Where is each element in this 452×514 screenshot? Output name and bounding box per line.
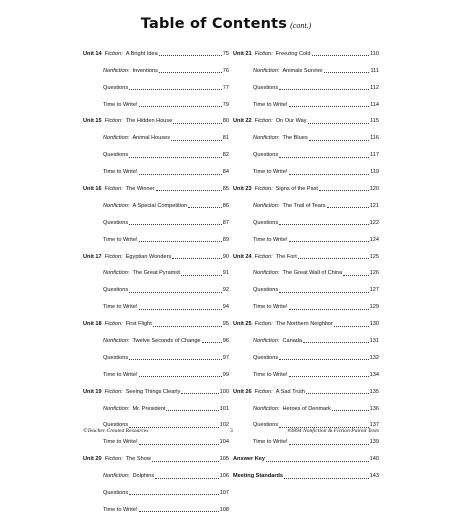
- entry-title: The Hidden House: [125, 118, 173, 125]
- toc-entry: [233, 92, 379, 109]
- toc-entry: [233, 294, 379, 311]
- toc-entry: [233, 75, 379, 92]
- dot-leader: [312, 55, 370, 56]
- page-number: 97: [222, 354, 229, 361]
- entry-title: Inventions: [132, 67, 158, 74]
- title-text: Table of Contents: [140, 16, 288, 32]
- dot-leader: [129, 292, 222, 293]
- genre-label: Nonfiction:: [253, 405, 280, 412]
- entry-title: Time to Write!: [103, 101, 138, 108]
- toc-entry: [233, 176, 379, 193]
- toc-entry: [83, 497, 229, 514]
- entry-title: Egyptian Wonders: [125, 253, 172, 260]
- dot-leader: [159, 55, 222, 56]
- entry-title: The Great Wall of China: [282, 270, 343, 277]
- dot-leader: [139, 241, 222, 242]
- page-number: 108: [219, 506, 229, 513]
- dot-leader: [181, 393, 218, 394]
- unit-label: Unit 24: [233, 253, 252, 260]
- toc-entry: [83, 379, 229, 396]
- page-number: 122: [369, 219, 379, 226]
- section-label: Answer Key: [233, 456, 266, 463]
- entry-title: Signs of the Past: [275, 186, 318, 193]
- entry-title: Seeing Things Clearly: [125, 388, 181, 395]
- page-number: 107: [219, 490, 229, 497]
- page-number: 101: [219, 405, 229, 412]
- dot-leader: [289, 241, 369, 242]
- entry-title: Time to Write!: [103, 236, 138, 243]
- dot-leader: [327, 207, 369, 208]
- genre-label: Nonfiction:: [103, 202, 130, 209]
- entry-title: Questions: [103, 422, 129, 429]
- toc-entry: [83, 210, 229, 227]
- dot-leader: [279, 292, 368, 293]
- genre-label: Nonfiction:: [103, 270, 130, 277]
- genre-label: Fiction:: [104, 118, 123, 125]
- page-number: 121: [369, 202, 379, 209]
- dot-leader: [159, 72, 222, 73]
- toc-entry: [233, 159, 379, 176]
- entry-title: Time to Write!: [253, 236, 288, 243]
- genre-label: Fiction:: [104, 253, 123, 260]
- dot-leader: [289, 174, 370, 175]
- toc-left-column: [83, 41, 229, 514]
- toc-entry: [83, 328, 229, 345]
- page-number: 110: [370, 50, 379, 57]
- dot-leader: [202, 342, 222, 343]
- entry-title: On Our Way: [275, 118, 307, 125]
- dot-leader: [139, 174, 222, 175]
- title-subtitle: (cont.): [290, 21, 312, 30]
- page-number: 102: [219, 422, 229, 429]
- unit-label: Unit 25: [233, 321, 252, 328]
- toc-entry: [233, 210, 379, 227]
- genre-label: Fiction:: [254, 186, 273, 193]
- toc-entry: [83, 345, 229, 362]
- entry-title: Questions: [103, 152, 129, 159]
- entry-title: Time to Write!: [253, 304, 288, 311]
- toc-entry: [83, 446, 229, 463]
- page-number: 87: [222, 219, 229, 226]
- page-number: 117: [370, 152, 379, 159]
- dot-leader: [188, 207, 222, 208]
- entry-title: Questions: [103, 84, 129, 91]
- entry-title: Time to Write!: [103, 439, 138, 446]
- genre-label: Nonfiction:: [253, 67, 280, 74]
- entry-title: Questions: [103, 287, 129, 294]
- genre-label: Fiction:: [104, 388, 123, 395]
- footer-page-number: 3: [230, 428, 233, 434]
- entry-title: A Special Competition: [132, 202, 188, 209]
- entry-title: Freezing Cold: [275, 50, 311, 57]
- entry-title: Mr. President: [132, 405, 166, 412]
- entry-title: The Great Pyramid: [132, 270, 180, 277]
- page-number: 134: [369, 371, 379, 378]
- entry-title: Time to Write!: [253, 439, 288, 446]
- page-number: 86: [222, 202, 229, 209]
- page-number: 81: [222, 135, 229, 142]
- genre-label: Nonfiction:: [103, 135, 130, 142]
- entry-title: A Bright Idea: [125, 50, 158, 57]
- dot-leader: [153, 326, 222, 327]
- page-number: 139: [369, 439, 379, 446]
- page-number: 137: [369, 422, 379, 429]
- toc-entry: [233, 345, 379, 362]
- unit-label: Unit 17: [83, 253, 102, 260]
- unit-label: Unit 18: [83, 321, 102, 328]
- entry-title: First Flight: [125, 321, 152, 328]
- entry-title: Time to Write!: [103, 371, 138, 378]
- entry-title: The Blues: [282, 135, 308, 142]
- page-number: 143: [369, 473, 379, 480]
- toc-entry: [83, 244, 229, 261]
- entry-title: The Northern Neighbor: [275, 321, 333, 328]
- entry-title: Heroes of Denmark: [282, 405, 331, 412]
- entry-title: A Sad Truth: [275, 388, 305, 395]
- page-number: 127: [369, 287, 379, 294]
- entry-title: Time to Write!: [103, 506, 138, 513]
- genre-label: Nonfiction:: [253, 270, 280, 277]
- toc-entry: [233, 379, 379, 396]
- dot-leader: [129, 224, 222, 225]
- page-number: 76: [222, 67, 229, 74]
- entry-title: Questions: [253, 84, 279, 91]
- entry-title: Canada: [282, 338, 303, 345]
- footer-book-title: #3894 Nonfiction & Fiction Paired Texts: [287, 428, 379, 434]
- genre-label: Fiction:: [254, 118, 273, 125]
- dot-leader: [266, 461, 369, 462]
- toc-entry: [83, 227, 229, 244]
- toc-entry: [83, 480, 229, 497]
- genre-label: Nonfiction:: [103, 473, 130, 480]
- toc-entry: [233, 227, 379, 244]
- page-number: 136: [369, 405, 379, 412]
- dot-leader: [139, 376, 222, 377]
- dot-leader: [129, 359, 222, 360]
- toc-entry: [83, 311, 229, 328]
- unit-label: Unit 22: [233, 118, 252, 125]
- genre-label: Nonfiction:: [253, 338, 280, 345]
- dot-leader: [173, 123, 221, 124]
- genre-label: Nonfiction:: [253, 135, 280, 142]
- toc-entry: [233, 125, 379, 142]
- unit-label: Unit 19: [83, 388, 102, 395]
- toc-entry: [83, 159, 229, 176]
- toc-entry: [83, 109, 229, 126]
- unit-label: Unit 16: [83, 186, 102, 193]
- genre-label: Fiction:: [254, 253, 273, 260]
- entry-title: Questions: [103, 354, 129, 361]
- toc-entry: [83, 41, 229, 58]
- dot-leader: [279, 224, 368, 225]
- entry-title: Time to Write!: [103, 169, 138, 176]
- toc-entry: [83, 277, 229, 294]
- dot-leader: [139, 106, 222, 107]
- dot-leader: [308, 123, 370, 124]
- toc-entry: [233, 362, 379, 379]
- entry-title: Time to Write!: [253, 371, 288, 378]
- footer-publisher: ©Teacher Created Resources: [83, 428, 149, 434]
- dot-leader: [332, 410, 369, 411]
- dot-leader: [319, 190, 369, 191]
- entry-title: Time to Write!: [253, 169, 288, 176]
- toc-entry: [233, 311, 379, 328]
- unit-label: Unit 23: [233, 186, 252, 193]
- page-number: 104: [219, 439, 229, 446]
- entry-title: Questions: [253, 287, 279, 294]
- page-number: 132: [369, 354, 379, 361]
- dot-leader: [279, 157, 369, 158]
- dot-leader: [166, 410, 218, 411]
- page-number: 112: [370, 84, 379, 91]
- entry-title: Animal Houses: [132, 135, 171, 142]
- dot-leader: [343, 275, 368, 276]
- page-number: 90: [222, 253, 229, 260]
- toc-entry: [83, 58, 229, 75]
- page-number: 99: [222, 371, 229, 378]
- page-number: 131: [369, 338, 379, 345]
- entry-title: The Show: [125, 456, 151, 463]
- toc-entry: [233, 413, 379, 430]
- genre-label: Nonfiction:: [103, 67, 130, 74]
- page-number: 114: [370, 101, 379, 108]
- page-title: [0, 15, 452, 33]
- page-number: 129: [369, 304, 379, 311]
- toc-entry: [83, 294, 229, 311]
- toc-entry: [83, 125, 229, 142]
- page-number: 115: [370, 118, 379, 125]
- dot-leader: [181, 275, 222, 276]
- dot-leader: [152, 461, 219, 462]
- unit-label: Unit 21: [233, 50, 252, 57]
- toc-entry: [83, 142, 229, 159]
- toc-entry: [233, 193, 379, 210]
- page-number: 77: [222, 84, 229, 91]
- entry-title: Twelve Seconds of Change: [132, 338, 201, 345]
- genre-label: Fiction:: [104, 186, 123, 193]
- page-number: 124: [369, 236, 379, 243]
- dot-leader: [139, 309, 222, 310]
- entry-title: The Fort: [275, 253, 297, 260]
- page-number: 92: [222, 287, 229, 294]
- page-number: 80: [222, 118, 229, 125]
- dot-leader: [129, 89, 222, 90]
- dot-leader: [279, 89, 369, 90]
- page-number: 111: [370, 67, 379, 74]
- page-number: 85: [222, 186, 229, 193]
- dot-leader: [172, 258, 221, 259]
- toc-entry: [83, 92, 229, 109]
- dot-leader: [171, 140, 222, 141]
- page-number: 125: [369, 253, 379, 260]
- page-number: 84: [222, 169, 229, 176]
- toc-entry: [83, 193, 229, 210]
- genre-label: Nonfiction:: [103, 338, 130, 345]
- page-number: 120: [369, 186, 379, 193]
- page-number: 82: [222, 152, 229, 159]
- page-number: 89: [222, 236, 229, 243]
- toc-entry: [233, 277, 379, 294]
- unit-label: Unit 15: [83, 118, 102, 125]
- dot-leader: [155, 478, 218, 479]
- dot-leader: [289, 444, 369, 445]
- dot-leader: [289, 106, 370, 107]
- dot-leader: [129, 157, 222, 158]
- dot-leader: [324, 72, 370, 73]
- page-number: 119: [370, 169, 379, 176]
- toc-entry: [83, 261, 229, 278]
- genre-label: Fiction:: [104, 456, 123, 463]
- toc-entry: [233, 58, 379, 75]
- page-number: 94: [222, 304, 229, 311]
- page-number: 116: [370, 135, 379, 142]
- entry-title: Time to Write!: [103, 304, 138, 311]
- page-number: 100: [219, 388, 229, 395]
- toc-right-column: [233, 41, 379, 480]
- genre-label: Fiction:: [104, 321, 123, 328]
- page-number: 79: [222, 101, 229, 108]
- toc-entry: [233, 396, 379, 413]
- page-number: 75: [222, 50, 229, 57]
- dot-leader: [334, 326, 369, 327]
- toc-entry: [83, 413, 229, 430]
- genre-label: Fiction:: [254, 388, 273, 395]
- dot-leader: [289, 309, 369, 310]
- dot-leader: [139, 511, 219, 512]
- dot-leader: [309, 140, 369, 141]
- page-number: 105: [219, 456, 229, 463]
- dot-leader: [306, 393, 369, 394]
- toc-entry: [233, 41, 379, 58]
- page-number: 130: [369, 321, 379, 328]
- entry-title: Questions: [253, 219, 279, 226]
- entry-title: The Trail of Tears: [282, 202, 326, 209]
- unit-label: Unit 26: [233, 388, 252, 395]
- page-number: 135: [369, 388, 379, 395]
- toc-entry: [83, 463, 229, 480]
- dot-leader: [139, 444, 219, 445]
- entry-title: The Winner: [125, 186, 155, 193]
- page-number: 96: [222, 338, 229, 345]
- page-number: 106: [219, 473, 229, 480]
- genre-label: Fiction:: [254, 321, 273, 328]
- dot-leader: [298, 258, 369, 259]
- page-number: 95: [222, 321, 229, 328]
- toc-entry: [233, 446, 379, 463]
- entry-title: Questions: [253, 422, 279, 429]
- genre-label: Nonfiction:: [103, 405, 130, 412]
- dot-leader: [289, 376, 369, 377]
- toc-entry: [233, 328, 379, 345]
- genre-label: Fiction:: [254, 50, 273, 57]
- page-number: 140: [369, 456, 379, 463]
- toc-entry: [233, 109, 379, 126]
- entry-title: Questions: [103, 219, 129, 226]
- entry-title: Time to Write!: [253, 101, 288, 108]
- dot-leader: [279, 359, 368, 360]
- toc-entry: [233, 261, 379, 278]
- dot-leader: [303, 342, 369, 343]
- entry-title: Animals Survive: [282, 67, 323, 74]
- dot-leader: [129, 494, 218, 495]
- dot-leader: [284, 478, 369, 479]
- section-label: Meeting Standards: [233, 473, 284, 480]
- entry-title: Questions: [253, 354, 279, 361]
- entry-title: Dolphins: [132, 473, 155, 480]
- unit-label: Unit 20: [83, 456, 102, 463]
- toc-entry: [83, 362, 229, 379]
- genre-label: Fiction:: [104, 50, 123, 57]
- toc-entry: [233, 244, 379, 261]
- dot-leader: [156, 190, 222, 191]
- toc-entry: [83, 176, 229, 193]
- page-number: 91: [222, 270, 229, 277]
- toc-entry: [83, 396, 229, 413]
- entry-title: Questions: [253, 152, 279, 159]
- toc-entry: [233, 142, 379, 159]
- toc-entry: [83, 75, 229, 92]
- unit-label: Unit 14: [83, 50, 102, 57]
- entry-title: Questions: [103, 490, 129, 497]
- page-number: 126: [369, 270, 379, 277]
- toc-entry: [233, 463, 379, 480]
- genre-label: Nonfiction:: [253, 202, 280, 209]
